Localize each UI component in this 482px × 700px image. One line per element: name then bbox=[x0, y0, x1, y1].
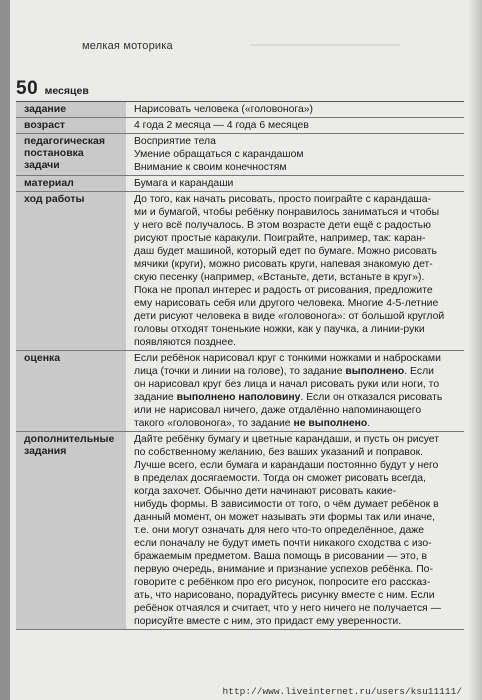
text-line: бражаемым предметом. Ваша помощь в рисовании — это, в bbox=[134, 551, 428, 562]
text-line bbox=[134, 378, 458, 391]
text-line: 4 года 2 месяца — 4 года 6 месяцев bbox=[134, 120, 309, 131]
emphasis-text: выполнено наполовину bbox=[176, 392, 301, 403]
text-run: такого «головонога», то задание bbox=[134, 418, 294, 429]
label-line: материал bbox=[24, 177, 74, 189]
text-line: Бумага и карандаши bbox=[134, 178, 234, 189]
row-procedure bbox=[16, 192, 464, 351]
text-line: нибудь формы. В зависимости от того, о чём думает ребёнок в bbox=[134, 499, 439, 510]
label-procedure bbox=[16, 192, 126, 350]
label-line: задание bbox=[24, 103, 67, 115]
text-line: у него всё получалось. В этом возрасте дети ещё с радостью bbox=[134, 220, 431, 231]
label-line: педагогическая bbox=[24, 135, 106, 147]
label-material bbox=[16, 176, 126, 191]
emphasis-text: выполнено bbox=[345, 366, 405, 377]
label-line: постановка задачи bbox=[24, 147, 84, 171]
text-line: когда захочет. Обычно дети начинают рисовать какие- bbox=[134, 486, 397, 497]
text-run: задание bbox=[134, 392, 177, 403]
text-line: т.е. они могут означать для него что-то определённое, даже bbox=[134, 525, 424, 536]
text-line: данный момент, он может называть эти формы так или иначе, bbox=[134, 512, 436, 523]
text-line: даш будет машиной, который едет по бумаге. Можно рисовать bbox=[134, 246, 437, 257]
text-line: порисуйте вместе с ним, это придаст ему уверенности. bbox=[134, 616, 402, 627]
value-age bbox=[126, 118, 464, 133]
text-line bbox=[134, 352, 458, 365]
text-line: если поначалу не будут иметь почти никакого сходства с изо- bbox=[134, 538, 432, 549]
text-run: или не нарисовал ничего, даже отдалённо напоминающего bbox=[134, 405, 422, 416]
text-line: Дайте ребёнку бумагу и цветные карандаши, и пусть он рисует bbox=[134, 434, 439, 445]
text-line: скую песенку (например, «Встаньте, дети, встаньте в круг»). bbox=[134, 272, 425, 283]
row-material bbox=[16, 176, 464, 192]
text-line bbox=[134, 391, 458, 404]
text-line: Восприятие тела bbox=[134, 136, 216, 147]
text-run: . Если он отказался рисовать bbox=[300, 392, 443, 403]
row-goal bbox=[16, 134, 464, 176]
text-line: мячики (круги), можно рисовать круги, напевая знакомую дет- bbox=[134, 259, 433, 270]
text-line: в пределах досягаемости. Тогда он сможет рисовать всегда, bbox=[134, 473, 426, 484]
text-line: ать, что нарисовано, порадуйтесь рисунку вместе с ним. Если bbox=[134, 590, 435, 601]
value-procedure bbox=[126, 192, 464, 350]
row-age bbox=[16, 118, 464, 134]
text-line: Лучше всего, если бумага и карандаши постоянно будут у него bbox=[134, 460, 439, 471]
text-line bbox=[134, 365, 458, 378]
text-line: Внимание к своим конечностям bbox=[134, 162, 287, 173]
emphasis-text: не выполнено bbox=[293, 418, 368, 429]
text-run: он нарисовал круг без лица и начал рисовать руки или ноги, то bbox=[134, 379, 440, 390]
text-line: появляются позднее. bbox=[134, 337, 236, 348]
section-unit: месяцев bbox=[44, 85, 89, 97]
label-task bbox=[16, 102, 126, 117]
task-table bbox=[16, 101, 464, 630]
value-extra bbox=[126, 432, 464, 629]
bleed-through-smudge bbox=[250, 44, 400, 46]
row-task bbox=[16, 102, 464, 118]
text-line: Пока не пропал интерес и радость от рисования, предложите bbox=[134, 285, 433, 296]
text-line bbox=[134, 404, 458, 417]
label-line: дополнительные bbox=[24, 433, 115, 445]
label-extra bbox=[16, 432, 126, 629]
text-line: ребёнок отчаялся и считает, что у него ничего не получается — bbox=[134, 603, 441, 614]
text-run: . bbox=[367, 418, 371, 429]
label-line: ход работы bbox=[24, 193, 85, 205]
text-line: по собственному желанию, без ваших указаний и поправок. bbox=[134, 447, 424, 458]
label-age bbox=[16, 118, 126, 133]
text-run: Если ребёнок нарисовал круг с тонкими ножками и наброскам bbox=[134, 353, 436, 364]
text-line: головы отходят тоненькие ножки, как у паучка, а линии-руки bbox=[134, 324, 425, 335]
label-line: оценка bbox=[24, 352, 61, 364]
label-evaluation bbox=[16, 351, 126, 431]
value-evaluation bbox=[126, 351, 464, 431]
row-extra bbox=[16, 432, 464, 630]
text-line: ему нарисовать себя или другого человека. Многие 4-5-летние bbox=[134, 298, 439, 309]
label-line: задания bbox=[24, 445, 67, 457]
text-line: Нарисовать человека («головонога») bbox=[134, 104, 313, 115]
book-page bbox=[10, 0, 482, 700]
text-line: первую очередь, внимание и признание успехов ребёнка. По- bbox=[134, 564, 433, 575]
text-line: дети рисуют человека в виде «головонога»: от большой круглой bbox=[134, 311, 445, 322]
text-line: Умение обращаться с карандашом bbox=[134, 149, 304, 160]
section-number: 50 bbox=[16, 78, 39, 99]
running-header: мелкая моторика bbox=[82, 40, 173, 52]
watermark-url: http://www.liveinternet.ru/users/ksu11111/ bbox=[222, 686, 462, 697]
text-run: лица (точки и линии на голове), то задание bbox=[134, 366, 346, 377]
text-line: ми и бумагой, чтобы ребёнку понравилось заниматься и чтобы bbox=[134, 207, 440, 218]
text-line: говорите с ребёнком про его рисунок, попросите его рассказ- bbox=[134, 577, 431, 588]
section-title bbox=[16, 78, 89, 100]
value-task bbox=[126, 102, 464, 117]
text-line bbox=[134, 417, 458, 430]
value-goal bbox=[126, 134, 464, 175]
text-run: . Если bbox=[404, 366, 434, 377]
text-run: и bbox=[435, 353, 441, 364]
value-material bbox=[126, 176, 464, 191]
row-evaluation bbox=[16, 351, 464, 432]
text-line: До того, как начать рисовать, просто поиграйте с карандаша- bbox=[134, 194, 431, 205]
text-line: рисуют простые каракули. Поиграйте, например, так: каран- bbox=[134, 233, 426, 244]
label-goal bbox=[16, 134, 126, 175]
label-line: возраст bbox=[24, 119, 66, 131]
